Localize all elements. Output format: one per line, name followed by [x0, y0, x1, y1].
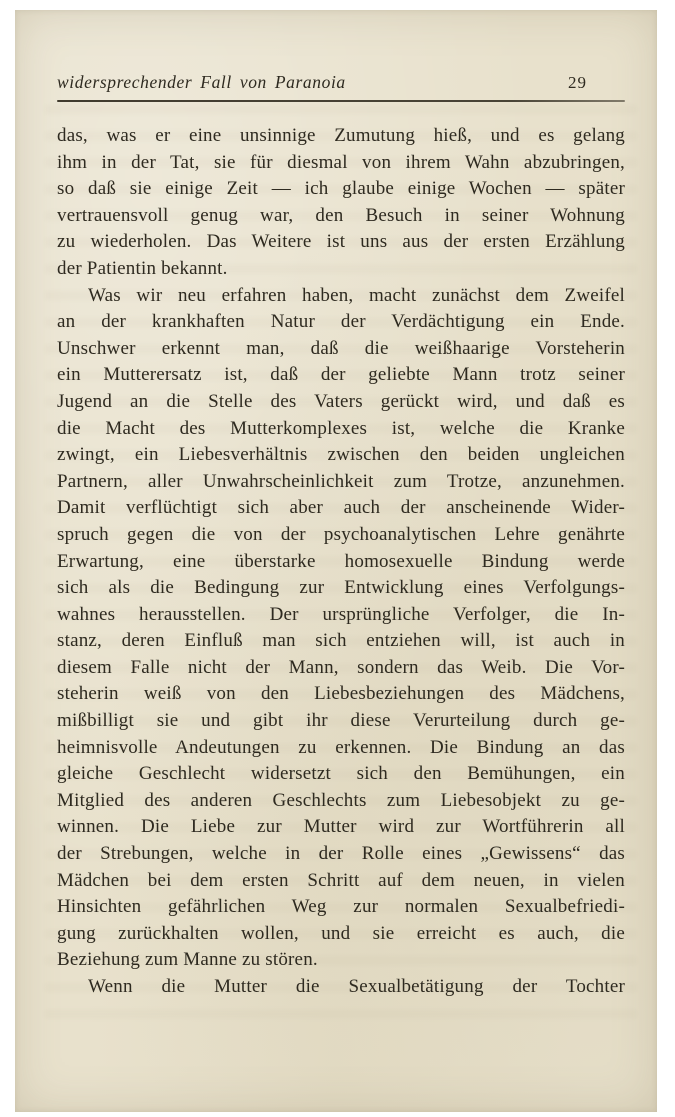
text-line: stanz, deren Einfluß man sich entziehen will, ist auch in — [57, 630, 625, 652]
text-line: so daß sie einige Zeit — ich glaube einige Wochen — später — [57, 178, 625, 200]
text-line: der Patientin bekannt. — [57, 257, 228, 279]
paragraph — [57, 123, 625, 283]
text-line: Beziehung zum Manne zu stören. — [57, 949, 318, 971]
text-line: der Strebungen, welche in der Rolle eines „Gewissens“ das — [57, 843, 625, 865]
text-line: ein Mutterersatz ist, daß der geliebte Mann trotz seiner — [57, 364, 625, 386]
page-number: 29 — [568, 73, 587, 92]
text-line: Mädchen bei dem ersten Schritt auf dem neuen, in vielen — [57, 869, 625, 891]
text-line: mißbilligt sie und gibt ihr diese Verurteilung durch ge- — [57, 710, 625, 732]
text-line: steherin weiß von den Liebesbeziehungen des Mädchens, — [57, 683, 625, 705]
text-line: Hinsichten gefährlichen Weg zur normalen Sexualbefriedi- — [57, 896, 625, 918]
paragraph — [57, 974, 625, 1001]
text-line: zwingt, ein Liebesverhältnis zwischen den beiden ungleichen — [57, 444, 625, 466]
text-line: sich als die Bedingung zur Entwicklung eines Verfolgungs- — [57, 577, 625, 599]
running-head-title: widersprechender Fall von Paranoia — [57, 72, 346, 92]
text-line: ihm in der Tat, sie für diesmal von ihrem Wahn abzubringen, — [57, 151, 625, 173]
text-line: die Macht des Mutterkomplexes ist, welche die Kranke — [57, 417, 625, 439]
text-line: diesem Falle nicht der Mann, sondern das Weib. Die Vor- — [57, 656, 625, 678]
text-line: spruch gegen die von der psychoanalytischen Lehre genährte — [57, 523, 625, 545]
text-line: das, was er eine unsinnige Zumutung hieß, und es gelang — [57, 125, 625, 146]
book-page — [15, 10, 657, 1112]
paragraph — [57, 283, 625, 974]
text-line: gung zurückhalten wollen, und sie erreicht es auch, die — [57, 922, 625, 944]
running-head — [57, 72, 625, 93]
body-text — [57, 123, 625, 1001]
text-line: gleiche Geschlecht widersetzt sich den Bemühungen, ein — [57, 763, 625, 785]
header-rule — [57, 100, 625, 102]
text-line: Jugend an die Stelle des Vaters gerückt wird, und daß es — [57, 390, 625, 412]
text-line: an der krankhaften Natur der Verdächtigung ein Ende. — [57, 311, 625, 333]
text-line: zu wiederholen. Das Weitere ist uns aus der ersten Erzählung — [57, 231, 625, 253]
text-line: Damit verflüchtigt sich aber auch der anscheinende Wider- — [57, 497, 625, 519]
text-line: heimnisvolle Andeutungen zu erkennen. Die Bindung an das — [57, 736, 625, 758]
text-line: Unschwer erkennt man, daß die weißhaarige Vorsteherin — [57, 337, 625, 359]
text-line: Erwartung, eine überstarke homosexuelle Bindung werde — [57, 550, 625, 572]
text-line: Mitglied des anderen Geschlechts zum Liebesobjekt zu ge- — [57, 789, 625, 811]
text-line: Partnern, aller Unwahrscheinlichkeit zum Trotze, anzunehmen. — [57, 470, 625, 492]
text-line: wahnes herausstellen. Der ursprüngliche Verfolger, die In- — [57, 603, 625, 625]
text-line: winnen. Die Liebe zur Mutter wird zur Wortführerin all — [57, 816, 625, 838]
text-line: Wenn die Mutter die Sexualbetätigung der Tochter — [88, 976, 625, 997]
text-line: vertrauensvoll genug war, den Besuch in seiner Wohnung — [57, 204, 625, 226]
text-line: Was wir neu erfahren haben, macht zunächst dem Zweifel — [88, 284, 625, 306]
